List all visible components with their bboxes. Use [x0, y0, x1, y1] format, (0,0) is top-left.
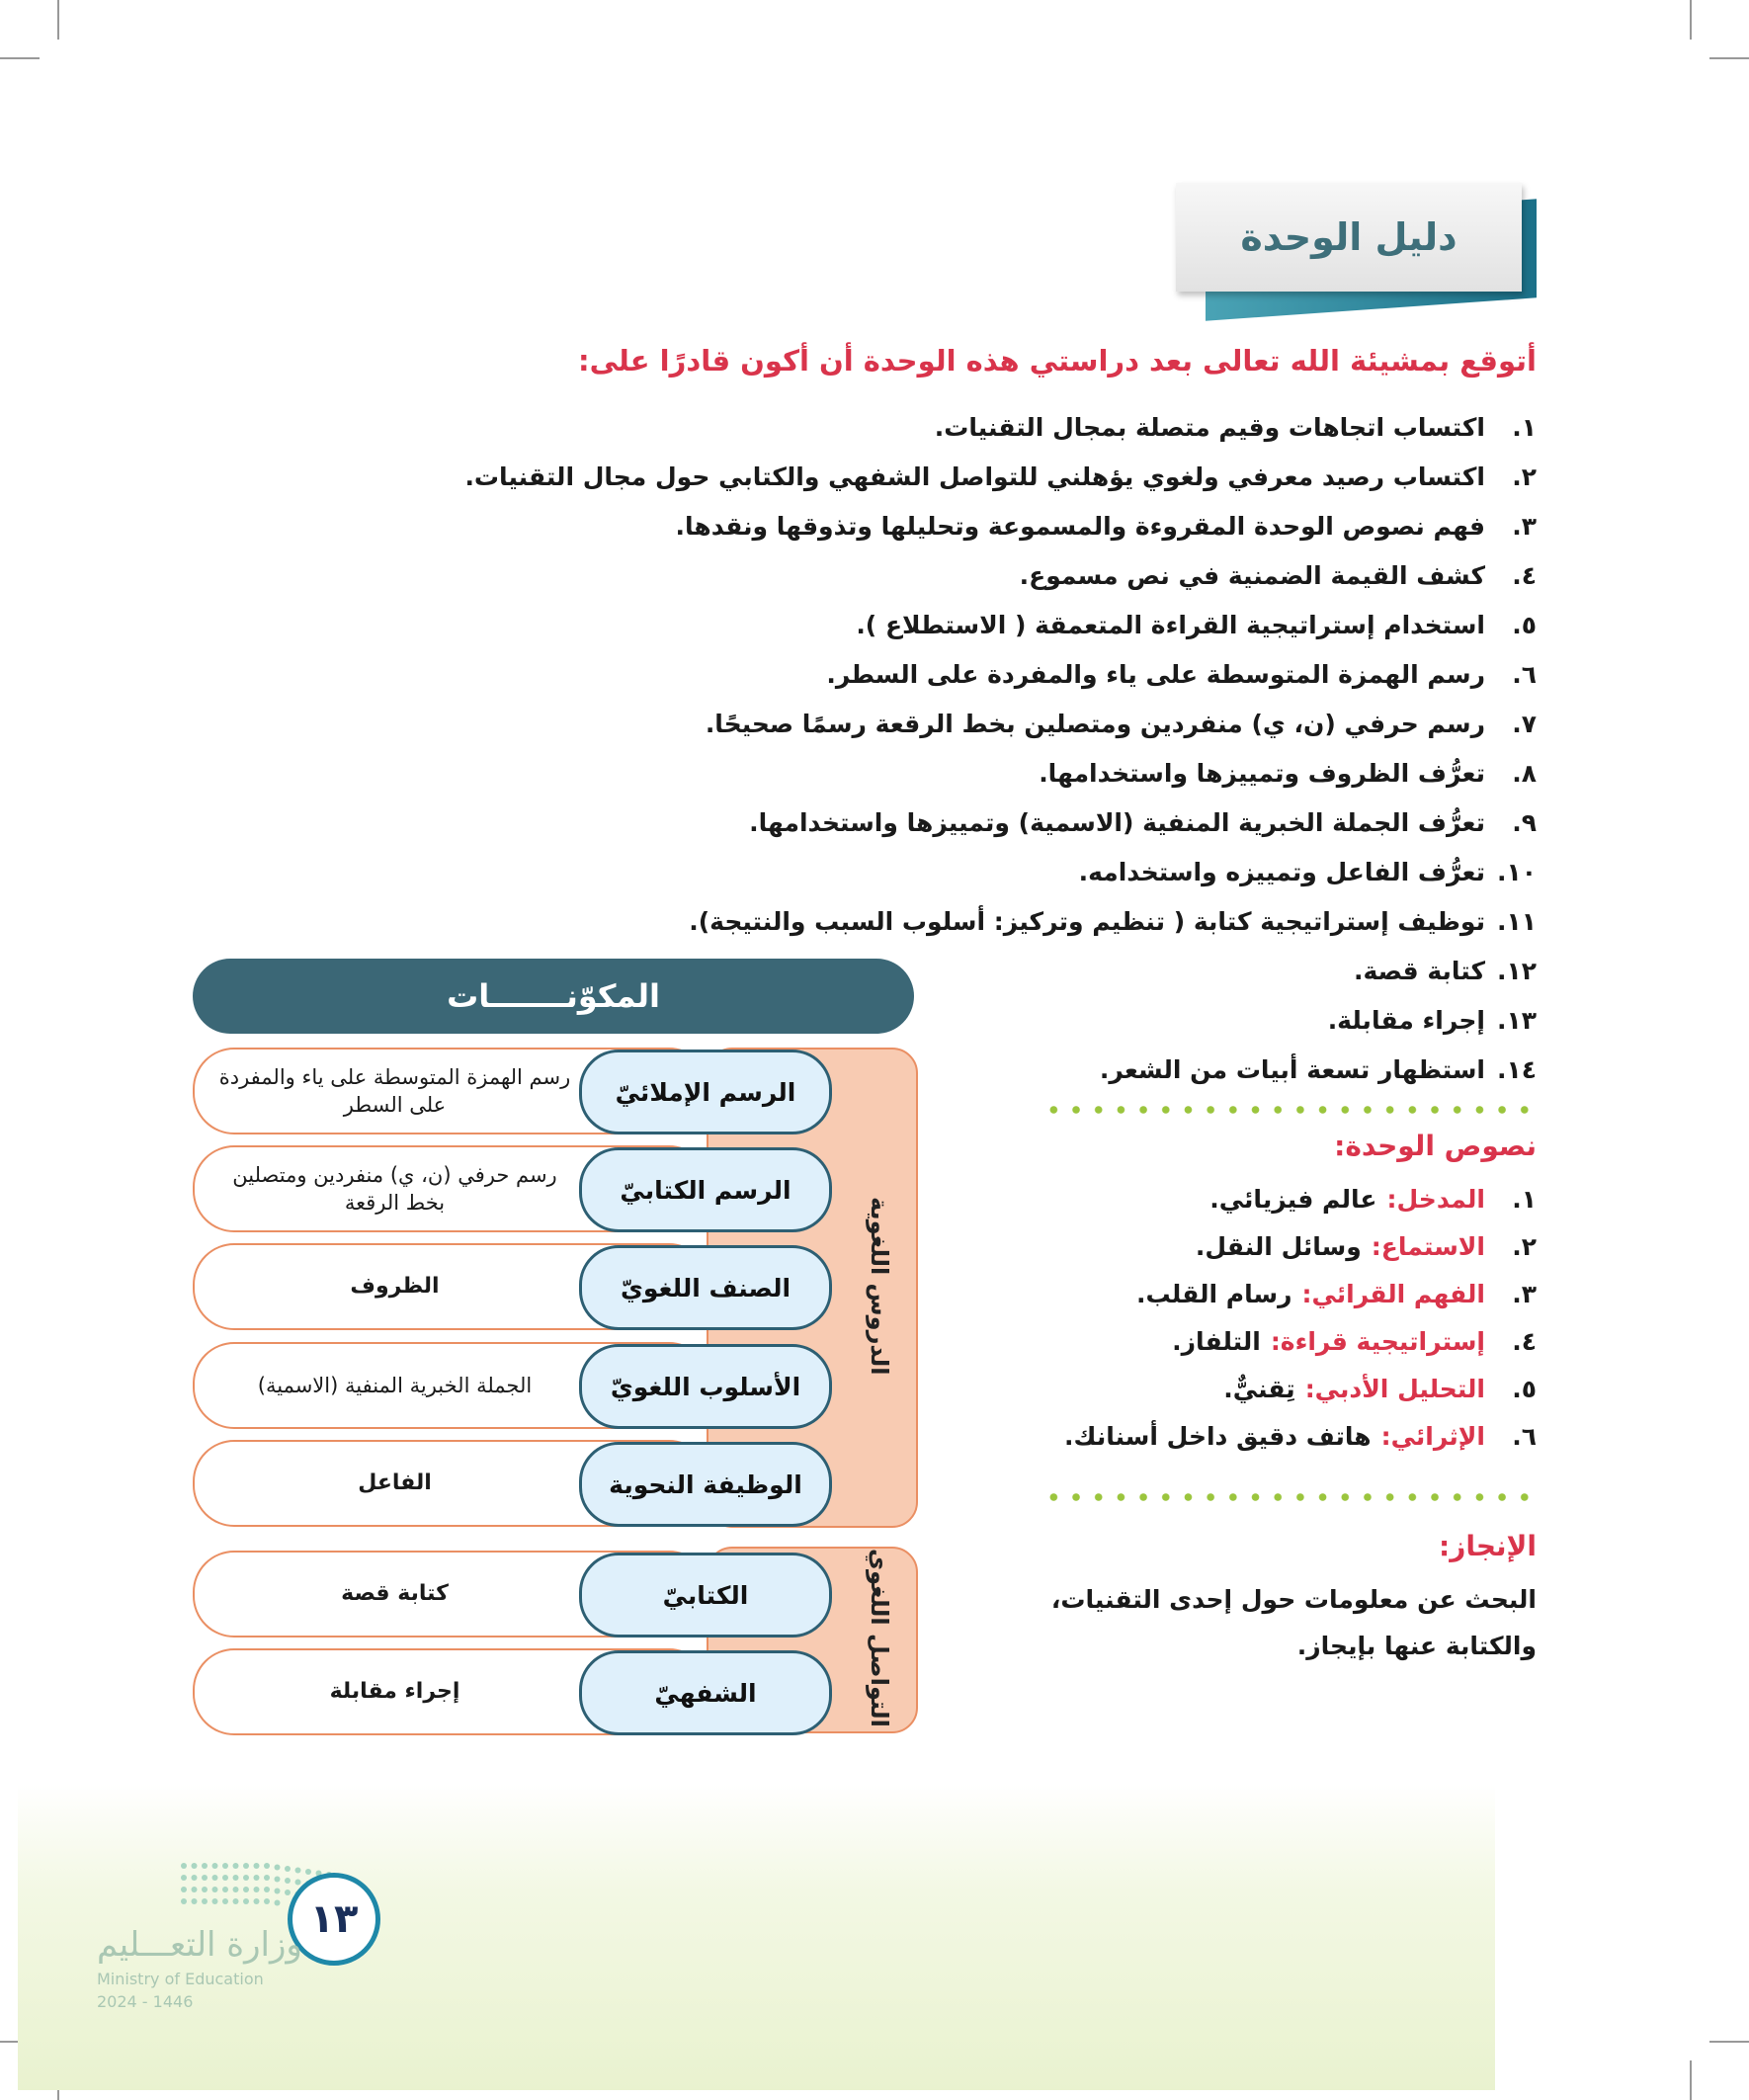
objective-item [464, 897, 1537, 947]
component-name-pill: الكتابيّ [579, 1553, 832, 1638]
objective-text: اكتساب اتجاهات وقيم متصلة بمجال التقنيات. [934, 413, 1485, 442]
unit-text-number: ٢. [1512, 1232, 1537, 1261]
unit-text-item [1064, 1271, 1537, 1318]
unit-text-label: التحليل الأدبي: [1304, 1375, 1485, 1403]
edition-year: 2024 - 1446 [97, 1992, 194, 2011]
objective-number: ٣. [1512, 512, 1537, 541]
objective-number: ٥. [1512, 611, 1537, 639]
objective-text: تعرُّف الظروف وتمييزها واستخدامها. [1039, 759, 1485, 788]
achievement-heading: الإنجاز: [1439, 1530, 1537, 1562]
ministry-name-arabic: وزارة التعـــليم [97, 1925, 302, 1965]
crop-mark [1709, 2041, 1749, 2043]
unit-text-item [1064, 1318, 1537, 1366]
objective-number: ١١. [1496, 907, 1537, 936]
objective-text: إجراء مقابلة. [1327, 1006, 1485, 1035]
unit-text-number: ٤. [1512, 1327, 1537, 1356]
unit-text-title: تِقنيٌّ. [1223, 1375, 1295, 1403]
objective-text: فهم نصوص الوحدة المقروءة والمسموعة وتحليلها وتذوقها ونقدها. [675, 512, 1485, 541]
objective-number: ١. [1512, 413, 1537, 442]
unit-text-label: الإثرائي: [1380, 1422, 1485, 1451]
objective-text: استخدام إستراتيجية القراءة المتعمقة ( الاستطلاع ). [856, 611, 1485, 639]
objective-number: ٨. [1512, 759, 1537, 788]
unit-text-title: عالم فيزيائي. [1209, 1185, 1377, 1214]
objective-text: رسم الهمزة المتوسطة على ياء والمفردة على السطر. [826, 660, 1485, 689]
objective-number: ٢. [1512, 462, 1537, 491]
unit-text-label: الاستماع: [1371, 1232, 1485, 1261]
unit-text-label: المدخل: [1386, 1185, 1485, 1214]
unit-text-title: رسام القلب. [1135, 1280, 1292, 1308]
component-name-pill: الرسم الكتابيّ [579, 1147, 832, 1232]
objective-item [464, 848, 1537, 897]
unit-text-number: ٣. [1512, 1280, 1537, 1308]
component-description: رسم حرفي (ن، ي) منفردين ومتصلين بخط الرقعة [232, 1163, 557, 1215]
objective-item [464, 650, 1537, 700]
objective-number: ١٢. [1496, 957, 1537, 985]
component-description: كتابة قصة [341, 1581, 449, 1606]
objective-number: ٧. [1512, 710, 1537, 738]
objective-text: كشف القيمة الضمنية في نص مسموع. [1019, 561, 1485, 590]
objective-text: توظيف إستراتيجية كتابة ( تنظيم وتركيز: أسلوب السبب والنتيجة). [689, 907, 1485, 936]
dotted-separator [1042, 1492, 1537, 1502]
component-description: الفاعل [358, 1470, 432, 1495]
component-name-pill: الأسلوب اللغويّ [579, 1344, 832, 1429]
unit-text-item [1064, 1223, 1537, 1271]
objective-text: رسم حرفي (ن، ي) منفردين ومتصلين بخط الرقعة رسمًا صحيحًا. [705, 710, 1485, 738]
component-description: الظروف [350, 1274, 440, 1299]
unit-text-item [1064, 1176, 1537, 1223]
objective-number: ١٤. [1496, 1055, 1537, 1084]
objective-number: ٩. [1512, 808, 1537, 837]
objective-item [464, 700, 1537, 749]
texts-list [1064, 1176, 1537, 1461]
unit-text-number: ٦. [1512, 1422, 1537, 1451]
component-name-pill: الشفهيّ [579, 1650, 832, 1735]
crop-mark [0, 57, 40, 59]
ribbon-front [1176, 183, 1522, 292]
objective-text: اكتساب رصيد معرفي ولغوي يؤهلني للتواصل الشفهي والكتابي حول مجال التقنيات. [464, 462, 1485, 491]
component-name-pill: الرسم الإملائيّ [579, 1050, 832, 1134]
component-description: الجملة الخبرية المنفية (الاسمية) [257, 1374, 533, 1397]
unit-text-item [1064, 1413, 1537, 1461]
component-name-pill: الصنف اللغويّ [579, 1245, 832, 1330]
dotted-separator [1042, 1105, 1537, 1115]
unit-text-title: وسائل النقل. [1195, 1232, 1362, 1261]
unit-text-item [1064, 1366, 1537, 1413]
unit-text-label: إستراتيجية قراءة: [1270, 1327, 1485, 1356]
crop-mark [1709, 57, 1749, 59]
achievement-text: البحث عن معلومات حول إحدى التقنيات، والكتابة عنها بإيجاز. [1050, 1585, 1537, 1660]
objective-item [464, 403, 1537, 453]
objective-item [464, 601, 1537, 650]
unit-text-number: ١. [1512, 1185, 1537, 1214]
component-description: إجراء مقابلة [329, 1679, 460, 1704]
objective-item [464, 749, 1537, 798]
ministry-name-english: Ministry of Education [97, 1970, 264, 1988]
objective-number: ١٠. [1496, 858, 1537, 886]
objective-item [464, 453, 1537, 502]
unit-text-label: الفهم القرائي: [1301, 1280, 1485, 1308]
objective-item [464, 551, 1537, 601]
lessons-group-label: الدروس اللغوية [866, 1196, 893, 1376]
unit-text-title: هاتف دقيق داخل أسنانك. [1064, 1422, 1372, 1451]
page-number: ١٣ [288, 1873, 380, 1966]
component-description: رسم الهمزة المتوسطة على ياء والمفردة على السطر [218, 1065, 571, 1117]
title-ribbon [1176, 183, 1541, 321]
page-title: دليل الوحدة [1240, 215, 1458, 259]
components-header: المكوّنـــــــات [193, 959, 914, 1034]
objective-text: كتابة قصة. [1353, 957, 1485, 985]
objective-number: ٤. [1512, 561, 1537, 590]
crop-mark [1690, 2060, 1692, 2100]
objective-item [464, 798, 1537, 848]
crop-mark [57, 0, 59, 40]
objective-text: استظهار تسعة أبيات من الشعر. [1099, 1055, 1485, 1084]
component-name-pill: الوظيفة النحوية [579, 1442, 832, 1527]
unit-text-title: التلفاز. [1172, 1327, 1261, 1356]
objective-number: ١٣. [1496, 1006, 1537, 1035]
intro-text: أتوقع بمشيئة الله تعالى بعد دراستي هذه الوحدة أن أكون قادرًا على: [578, 344, 1537, 378]
unit-text-number: ٥. [1512, 1375, 1537, 1403]
objective-item [464, 502, 1537, 551]
objective-text: تعرُّف الفاعل وتمييزه واستخدامه. [1078, 858, 1485, 886]
communication-group-label: التواصل اللغوي [866, 1549, 893, 1727]
crop-mark [1690, 0, 1692, 40]
objective-text: تعرُّف الجملة الخبرية المنفية (الاسمية) وتمييزها واستخدامها. [749, 808, 1485, 837]
texts-heading: نصوص الوحدة: [1334, 1130, 1537, 1162]
objective-number: ٦. [1512, 660, 1537, 689]
